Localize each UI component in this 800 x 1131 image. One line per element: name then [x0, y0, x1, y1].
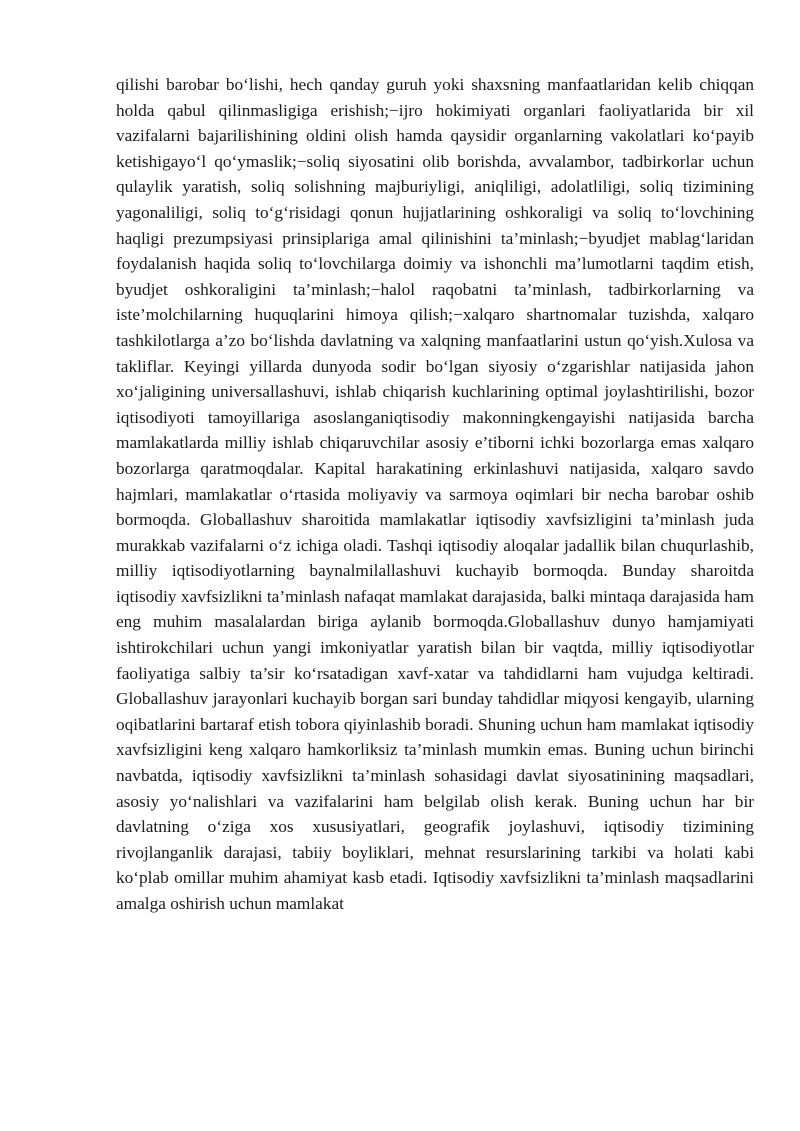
body-paragraph: qilishi barobar bo‘lishi, hech qanday guruh yoki shaxsning manfaatlaridan kelib chiqqan holda qabul qilinmasligiga erishish;−ijro hokimiyati organlari faoliyatlarida bir xil vazifalarni bajarilishining oldini olish hamda qaysidir organlarning vakolatlari ko‘payib ketishigayo‘l qo‘ymaslik;−soliq siyosatini olib borishda, avvalambor, tadbirkorlar uchun qulaylik yaratish, soliq solishning majburiyligi, aniqliligi, adolatliligi, soliq tizimining yagonaliligi, soliq to‘g‘risidagi qonun hujjatlarining oshkoraligi va soliq to‘lovchining haqligi prezumpsiyasi prinsiplariga amal qilinishini ta’minlash;−byudjet mablag‘laridan foydalanish haqida soliq to‘lovchilarga doimiy va ishonchli ma’lumotlarni taqdim etish, byudjet oshkoraligini ta’minlash;−halol raqobatni ta’minlash, tadbirkorlarning va iste’molchilarning huquqlarini himoya qilish;−xalqaro shartnomalar tuzishda, xalqaro tashkilotlarga a’zo bo‘lishda davlatning va xalqning manfaatlarini ustun qo‘yish.Xulosa va takliflar. Keyingi yillarda dunyoda sodir bo‘lgan siyosiy o‘zgarishlar natijasida jahon xo‘jaligining universallashuvi, ishlab chiqarish kuchlarining optimal joylashtirilishi, bozor iqtisodiyoti tamoyillariga asoslanganiqtisodiy makonningkengayishi natijasida barcha mamlakatlarda milliy ishlab chiqaruvchilar asosiy e’tiborni ichki bozorlarga emas xalqaro bozorlarga qaratmoqdalar. Kapital harakatining erkinlashuvi natijasida, xalqaro savdo hajmlari, mamlakatlar o‘rtasida moliyaviy va sarmoya oqimlari bir necha barobar oshib bormoqda. Globallashuv sharoitida mamlakatlar iqtisodiy xavfsizligini ta’minlash juda murakkab vazifalarni o‘z ichiga oladi. Tashqi iqtisodiy aloqalar jadallik bilan chuqurlashib, milliy iqtisodiyotlarning baynalmilallashuvi kuchayib bormoqda. Bunday sharoitda iqtisodiy xavfsizlikni ta’minlash nafaqat mamlakat darajasida, balki mintaqa darajasida ham eng muhim masalalardan biriga aylanib bormoqda.Globallashuv dunyo hamjamiyati ishtirokchilari uchun yangi imkoniyatlar yaratish bilan bir vaqtda, milliy iqtisodiyotlar faoliyatiga salbiy ta’sir ko‘rsatadigan xavf-xatar va tahdidlarni ham vujudga keltiradi. Globallashuv jarayonlari kuchayib borgan sari bunday tahdidlar miqyosi kengayib, ularning oqibatlarini bartaraf etish tobora qiyinlashib boradi. Shuning uchun ham mamlakat iqtisodiy xavfsizligini keng xalqaro hamkorliksiz ta’minlash mumkin emas. Buning uchun birinchi navbatda, iqtisodiy xavfsizlikni ta’minlash sohasidagi davlat siyosatinining maqsadlari, asosiy yo‘nalishlari va vazifalarini ham belgilab olish kerak. Buning uchun har bir davlatning o‘ziga xos xususiyatlari, geografik joylashuvi, iqtisodiy tizimining rivojlanganlik darajasi, tabiiy boyliklari, mehnat resurslarining tarkibi va holati kabi ko‘plab omillar muhim ahamiyat kasb etadi. Iqtisodiy xavfsizlikni ta’minlash maqsadlarini amalga oshirish uchun mamlakat	[116, 75, 754, 913]
